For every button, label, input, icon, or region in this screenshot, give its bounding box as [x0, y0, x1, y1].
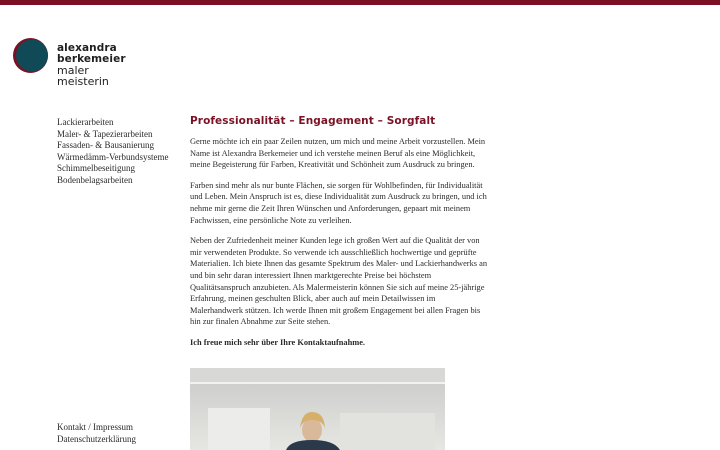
top-accent-bar: [0, 0, 720, 5]
footer-link-datenschutz[interactable]: Datenschutzerklärung: [57, 433, 136, 444]
main-content: [190, 115, 488, 358]
page-headline: Professionalität – Engagement – Sorgfalt: [190, 115, 436, 127]
footer-line-2: [57, 434, 136, 446]
intro-paragraph-1: Gerne möchte ich ein paar Zeilen nutzen, um mich und meine Arbeit vorzustellen. Mein Name ist Alexandra Berkemeier und ich verstehe meinen Beruf als eine Möglichkeit, meine Begeisterung für Farben, Kreativität und Schönheit zum Ausdruck zu bringen.: [190, 137, 486, 170]
nav-item-waermedaemm[interactable]: Wärmedämm-Verbundsysteme: [57, 151, 169, 162]
footer-separator: /: [86, 422, 94, 432]
nav-item-schimmelbeseitigung[interactable]: Schimmelbeseitigung: [57, 163, 135, 174]
brand-role-line2: meisterin: [57, 75, 109, 88]
brand-name-last: berkemeier: [57, 53, 126, 65]
nav-item-bodenbelagsarbeiten[interactable]: Bodenbelagsarbeiten: [57, 174, 133, 185]
intro-paragraph-2: Farben sind mehr als nur bunte Flächen, sie sorgen für Wohlbefinden, für Individualität und Leben. Mein Anspruch ist es, diese Individualität zum Ausdruck zu bringen, und ich nehme mir gerne die Zeit Ihren Wünschen und Anforderungen, gepaart mit meinem Fachwissen, eine persönliche Note zu verleihen.: [190, 180, 487, 225]
brand-wordmark: [57, 43, 126, 87]
portrait-photo: [190, 368, 445, 450]
logo-circle-icon: [12, 37, 49, 74]
nav-item-maler-tapezierarbeiten[interactable]: Maler- & Tapezierarbeiten: [57, 128, 153, 139]
footer-line-1: [57, 422, 136, 434]
main-navigation: [57, 117, 168, 187]
footer-link-kontakt[interactable]: Kontakt: [57, 422, 86, 432]
intro-paragraph-3: Neben der Zufriedenheit meiner Kunden lege ich großen Wert auf die Qualität der von mir verwendeten Produkte. So verwende ich ausschließlich hochwertige und geprüfte Materialien. Ich biete Ihnen das gesamte Spektrum des Maler- und Lackierhandwerks an und bin sehr daran interessiert Ihnen marktgerechte Preise bei höchstem Qualitätsanspruch anzubieten. Als Malermeisterin können Sie sich auf meine 25-jährige Erfahrung, meinen geschulten Blick, aber auch auf mein Detailwissen im Malerhandwerk stützen. Ich werde Ihnen mit großem Engagement bei allen Fragen bis hin zur finalen Abnahme zur Seite stehen.: [190, 236, 488, 327]
brand-name-first: alexandra: [57, 42, 117, 54]
nav-item-fassaden-bausanierung[interactable]: Fassaden- & Bausanierung: [57, 140, 154, 151]
closing-line: Ich freue mich sehr über Ihre Kontaktaufnahme.: [190, 337, 366, 347]
brand-role-line1: maler: [57, 64, 89, 77]
brand-logo[interactable]: [12, 37, 126, 117]
footer-navigation: [57, 422, 136, 445]
footer-link-impressum[interactable]: Impressum: [93, 422, 134, 432]
nav-item-lackierarbeiten[interactable]: Lackierarbeiten: [57, 117, 114, 127]
